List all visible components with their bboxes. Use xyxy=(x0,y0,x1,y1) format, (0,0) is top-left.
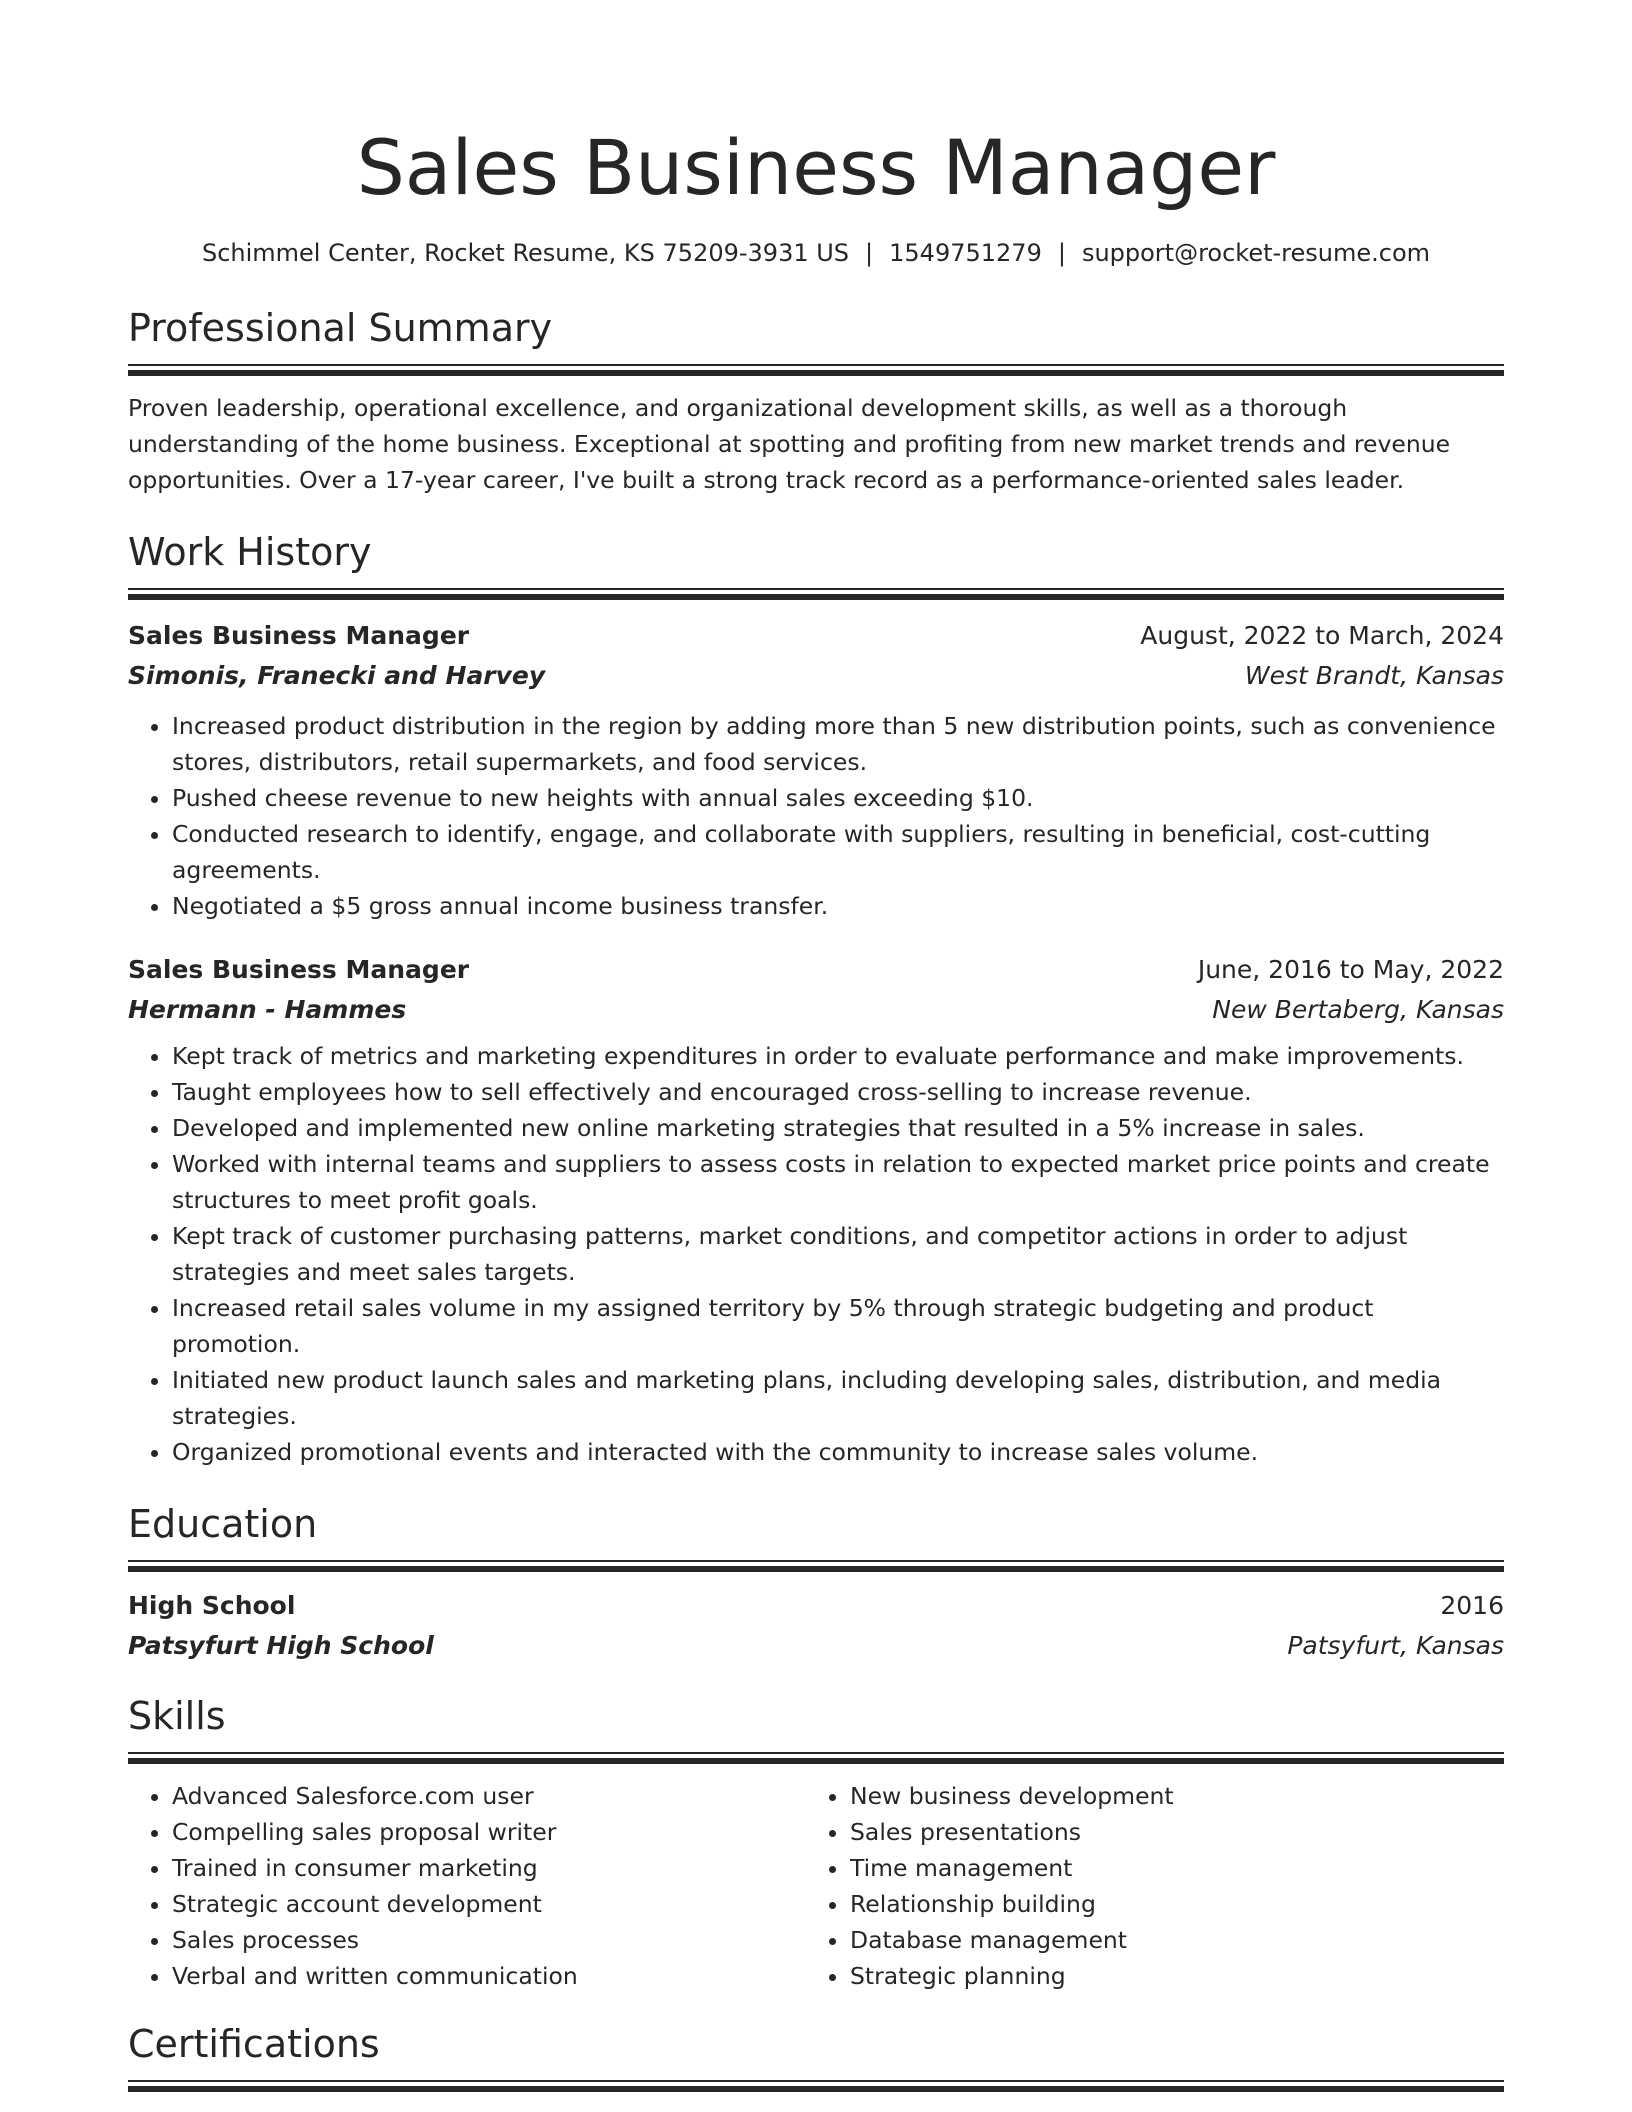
contact-separator: | xyxy=(1057,239,1066,267)
list-item: • Trained in consumer marketing xyxy=(172,1850,806,1886)
list-item: • Sales presentations xyxy=(850,1814,1484,1850)
education-school-row xyxy=(128,1626,1504,1666)
education-header-row xyxy=(128,1586,1504,1626)
job-title: Sales Business Manager xyxy=(128,955,470,984)
skills-columns xyxy=(128,1778,1504,1994)
section-heading-work-history: Work History xyxy=(128,530,372,574)
section-heading-certifications: Certifications xyxy=(128,2022,380,2066)
job-entry xyxy=(128,616,1504,924)
summary-section xyxy=(128,304,1504,498)
job-company: Simonis, Franecki and Harvey xyxy=(128,661,546,690)
skills-list-right xyxy=(806,1778,1484,1994)
list-item: • Increased retail sales volume in my assigned territory by 5% through strategic budgeting and product promotion. xyxy=(172,1290,1504,1362)
list-item: • Database management xyxy=(850,1922,1484,1958)
job-dates: June, 2016 to May, 2022 xyxy=(1197,955,1504,984)
job-entry xyxy=(128,950,1504,1470)
list-item: • Time management xyxy=(850,1850,1484,1886)
list-item: • Pushed cheese revenue to new heights with annual sales exceeding $10. xyxy=(172,780,1504,816)
job-bullets xyxy=(128,1038,1504,1470)
education-entry xyxy=(128,1586,1504,1666)
list-item: • Developed and implemented new online marketing strategies that resulted in a 5% increase in sales. xyxy=(172,1110,1504,1146)
job-bullets xyxy=(128,708,1504,924)
list-item: • Negotiated a $5 gross annual income business transfer. xyxy=(172,888,1504,924)
list-item: • Strategic planning xyxy=(850,1958,1484,1994)
contact-address: Schimmel Center, Rocket Resume, KS 75209-3931 US xyxy=(201,239,850,267)
education-degree: High School xyxy=(128,1591,296,1620)
work-history-section xyxy=(128,528,1504,1470)
list-item: • Conducted research to identify, engage, and collaborate with suppliers, resulting in beneficial, cost-cutting agreements. xyxy=(172,816,1504,888)
job-company: Hermann - Hammes xyxy=(128,995,407,1024)
job-location: West Brandt, Kansas xyxy=(1244,661,1504,690)
list-item: • Organized promotional events and interacted with the community to increase sales volume. xyxy=(172,1434,1504,1470)
section-divider xyxy=(128,364,1504,376)
contact-separator: | xyxy=(865,239,874,267)
resume-name: Sales Business Manager xyxy=(356,123,1276,212)
section-heading-summary: Professional Summary xyxy=(128,306,553,350)
job-company-row xyxy=(128,656,1504,696)
job-dates: August, 2022 to March, 2024 xyxy=(1140,621,1504,650)
section-heading-skills: Skills xyxy=(128,1694,226,1738)
list-item: • Kept track of metrics and marketing expenditures in order to evaluate performance and make improvements. xyxy=(172,1038,1504,1074)
skills-section xyxy=(128,1692,1504,1994)
job-header-row xyxy=(128,616,1504,656)
resume-page xyxy=(128,0,1504,2092)
contact-email: support@rocket-resume.com xyxy=(1081,239,1431,267)
contact-phone: 1549751279 xyxy=(889,239,1042,267)
list-item: • Advanced Salesforce.com user xyxy=(172,1778,806,1814)
list-item: • Worked with internal teams and suppliers to assess costs in relation to expected market price points and create structures to meet profit goals. xyxy=(172,1146,1504,1218)
section-heading-education: Education xyxy=(128,1502,318,1546)
list-item: • Taught employees how to sell effectively and encouraged cross-selling to increase revenue. xyxy=(172,1074,1504,1110)
section-divider xyxy=(128,2080,1504,2092)
list-item: • Initiated new product launch sales and marketing plans, including developing sales, distribution, and media strategies. xyxy=(172,1362,1504,1434)
list-item: • Sales processes xyxy=(172,1922,806,1958)
section-divider xyxy=(128,1560,1504,1572)
list-item: • Relationship building xyxy=(850,1886,1484,1922)
list-item: • Strategic account development xyxy=(172,1886,806,1922)
job-company-row xyxy=(128,990,1504,1030)
job-location: New Bertaberg, Kansas xyxy=(1212,995,1504,1024)
list-item: • New business development xyxy=(850,1778,1484,1814)
education-year: 2016 xyxy=(1440,1591,1504,1620)
list-item: • Kept track of customer purchasing patterns, market conditions, and competitor actions in order to adjust strategies and meet sales targets. xyxy=(172,1218,1504,1290)
education-location: Patsyfurt, Kansas xyxy=(1287,1631,1504,1660)
job-header-row xyxy=(128,950,1504,990)
list-item: • Increased product distribution in the region by adding more than 5 new distribution points, such as convenience stores, distributors, retail supermarkets, and food services. xyxy=(172,708,1504,780)
list-item: • Verbal and written communication xyxy=(172,1958,806,1994)
contact-line xyxy=(128,236,1504,270)
certifications-section xyxy=(128,2020,1504,2092)
job-title: Sales Business Manager xyxy=(128,621,470,650)
section-divider xyxy=(128,1752,1504,1764)
list-item: • Compelling sales proposal writer xyxy=(172,1814,806,1850)
education-section xyxy=(128,1500,1504,1666)
section-divider xyxy=(128,588,1504,600)
education-school: Patsyfurt High School xyxy=(128,1631,434,1660)
summary-text: Proven leadership, operational excellence, and organizational development skills, as well as a thorough understanding of the home business. Exceptional at spotting and profiting from new market trends and revenue opportunities. Over a 17-year career, I've built a strong track record as a performance-oriented sales leader. xyxy=(128,394,1451,494)
skills-list-left xyxy=(128,1778,806,1994)
